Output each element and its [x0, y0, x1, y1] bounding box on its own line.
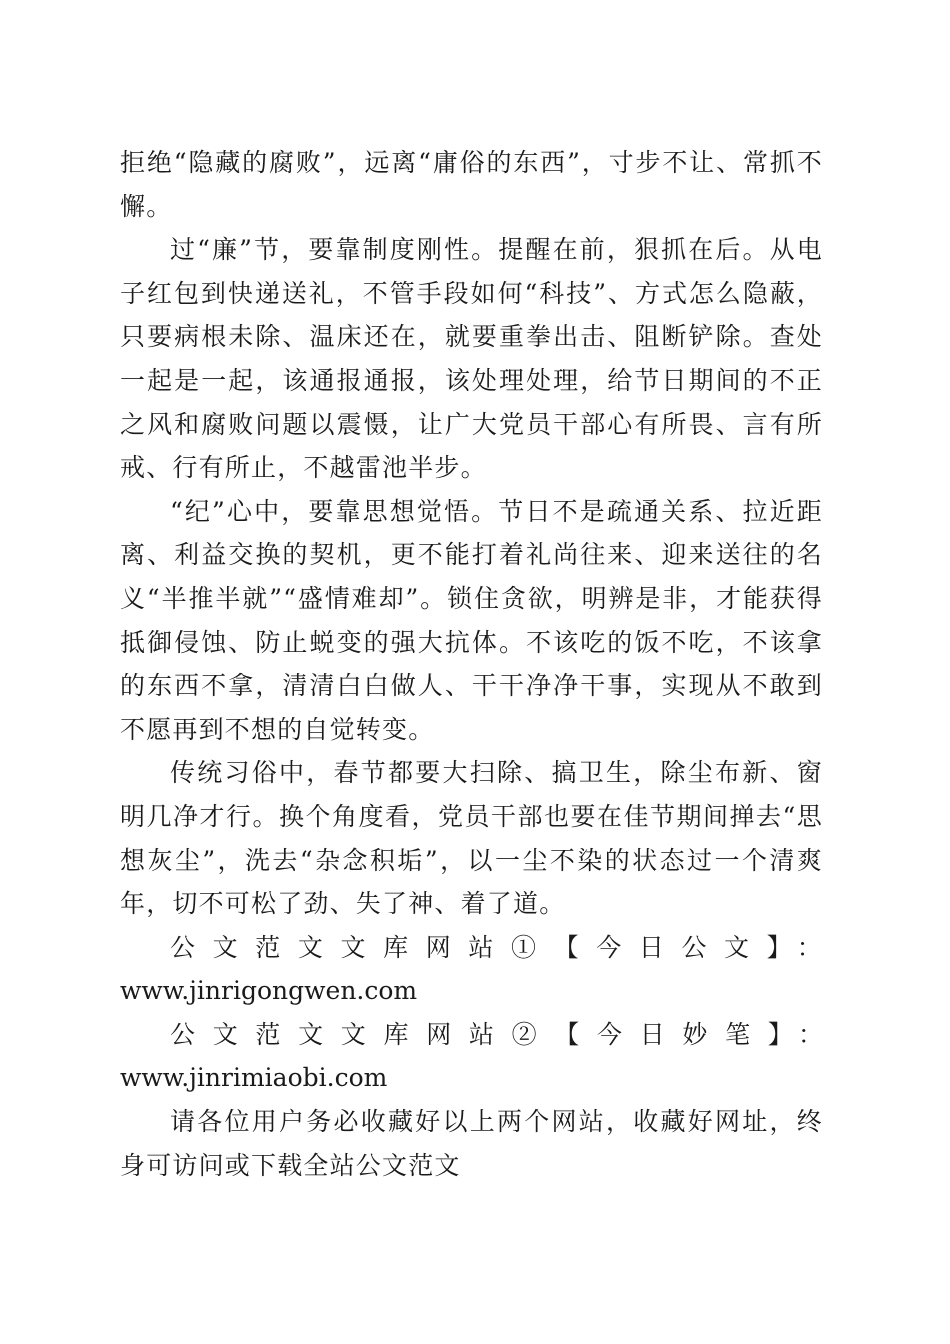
- paragraph-intro-continuation: 拒绝“隐藏的腐败”，远离“庸俗的东西”，寸步不让、常抓不懈。: [120, 148, 823, 221]
- website-one-url: www.jinrigongwen.com: [120, 976, 418, 1006]
- document-body: [120, 141, 823, 1187]
- paragraph-website-one-label: 公文范文文库网站①【今日公文】：: [170, 932, 823, 962]
- paragraph-institutional-rigor: 过“廉”节，要靠制度刚性。提醒在前，狠抓在后。从电子红包到快递送礼，不管手段如何“科技”、方式怎么隐蔽，只要病根未除、温床还在，就要重拳出击、阻断铲除。查处一起是一起，该通报通报，该处理处理，给节日期间的不正之风和腐败问题以震慑，让广大党员干部心有所畏、言有所戒、行有所止，不越雷池半步。: [120, 235, 823, 483]
- paragraph-spring-cleaning: 传统习俗中，春节都要大扫除、搞卫生，除尘布新、窗明几净才行。换个角度看，党员干部也要在佳节期间掸去“思想灰尘”，洗去“杂念积垢”，以一尘不染的状态过一个清爽年，切不可松了劲、失了神、着了道。: [120, 758, 823, 919]
- paragraph-ideological-awareness: “纪”心中，要靠思想觉悟。节日不是疏通关系、拉近距离、利益交换的契机，更不能打着礼尚往来、迎来送往的名义“半推半就”“盛情难却”。锁住贪欲，明辨是非，才能获得抵御侵蚀、防止蜕变的强大抗体。不该吃的饭不吃，不该拿的东西不拿，清清白白做人、干干净净干事，实现从不敢到不愿再到不想的自觉转变。: [120, 496, 823, 744]
- paragraph-bookmark-notice: 请各位用户务必收藏好以上两个网站，收藏好网址，终身可访问或下载全站公文范文: [120, 1107, 823, 1180]
- paragraph-website-two: 公文范文文库网站②【今日妙笔】：www.jinrimiaobi.com: [120, 1019, 823, 1093]
